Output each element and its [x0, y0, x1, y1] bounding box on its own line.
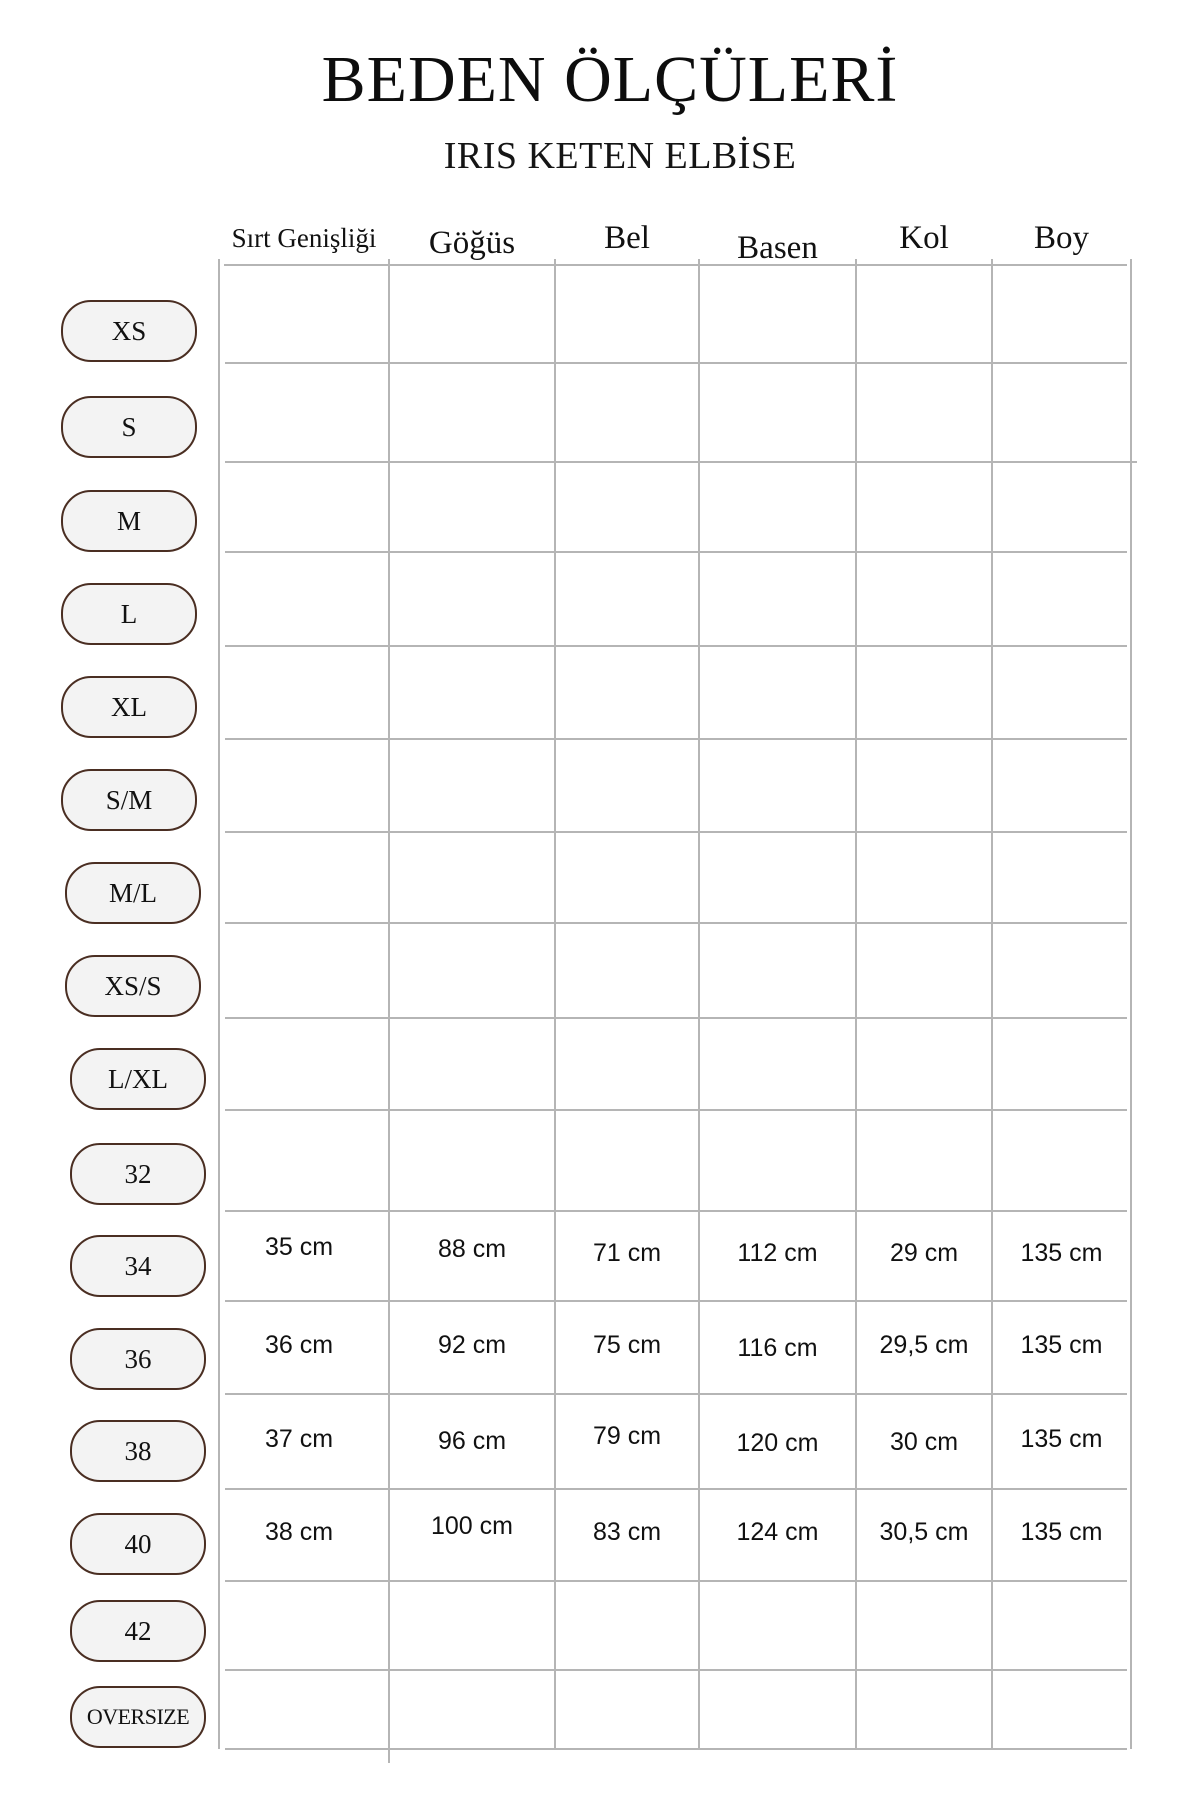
cell-34-bel: 71 cm [592, 1239, 662, 1267]
size-label-l-xl: L/XL [70, 1048, 206, 1110]
cell-40-basen: 124 cm [736, 1518, 819, 1546]
header-basen: Basen [737, 230, 818, 266]
cell-36-basen: 116 cm [737, 1334, 818, 1362]
cell-34-sirt-genisligi: 35 cm [264, 1233, 334, 1261]
cell-34-boy: 135 cm [1020, 1239, 1103, 1267]
cell-40-bel: 83 cm [592, 1518, 662, 1546]
size-label-xs-s: XS/S [65, 955, 201, 1017]
cell-40-boy: 135 cm [1020, 1518, 1103, 1546]
size-label-40: 40 [70, 1513, 206, 1575]
cell-34-kol: 29 cm [889, 1239, 959, 1267]
header-kol: Kol [899, 220, 949, 256]
product-subtitle: IRIS KETEN ELBİSE [443, 135, 797, 177]
cell-38-gogus: 96 cm [437, 1427, 507, 1455]
cell-34-gogus: 88 cm [437, 1235, 507, 1263]
size-label-32: 32 [70, 1143, 206, 1205]
size-label-oversize: OVERSIZE [70, 1686, 206, 1748]
cell-38-sirt-genisligi: 37 cm [264, 1425, 334, 1453]
cell-38-kol: 30 cm [889, 1428, 959, 1456]
cell-36-boy: 135 cm [1020, 1331, 1103, 1359]
cell-38-boy: 135 cm [1020, 1425, 1103, 1453]
header-boy: Boy [1033, 220, 1089, 256]
header-sirt-genisligi: Sırt Genişliği [231, 223, 377, 253]
size-label-s: S [61, 396, 197, 458]
size-label-34: 34 [70, 1235, 206, 1297]
cell-34-basen: 112 cm [737, 1239, 818, 1267]
cell-40-kol: 30,5 cm [879, 1518, 969, 1546]
cell-38-basen: 120 cm [736, 1429, 819, 1457]
cell-36-sirt-genisligi: 36 cm [264, 1331, 334, 1359]
size-label-xs: XS [61, 300, 197, 362]
size-label-m: M [61, 490, 197, 552]
size-label-38: 38 [70, 1420, 206, 1482]
header-gogus: Göğüs [428, 225, 516, 261]
size-label-s-m: S/M [61, 769, 197, 831]
size-label-l: L [61, 583, 197, 645]
page-title: BEDEN ÖLÇÜLERİ [321, 43, 899, 116]
size-label-m-l: M/L [65, 862, 201, 924]
cell-38-bel: 79 cm [592, 1422, 662, 1450]
size-label-xl: XL [61, 676, 197, 738]
cell-36-kol: 29,5 cm [879, 1331, 969, 1359]
cell-36-gogus: 92 cm [437, 1331, 507, 1359]
size-label-36: 36 [70, 1328, 206, 1390]
cell-36-bel: 75 cm [592, 1331, 662, 1359]
size-label-42: 42 [70, 1600, 206, 1662]
header-bel: Bel [604, 220, 650, 256]
cell-40-gogus: 100 cm [431, 1512, 513, 1540]
cell-40-sirt-genisligi: 38 cm [264, 1518, 334, 1546]
